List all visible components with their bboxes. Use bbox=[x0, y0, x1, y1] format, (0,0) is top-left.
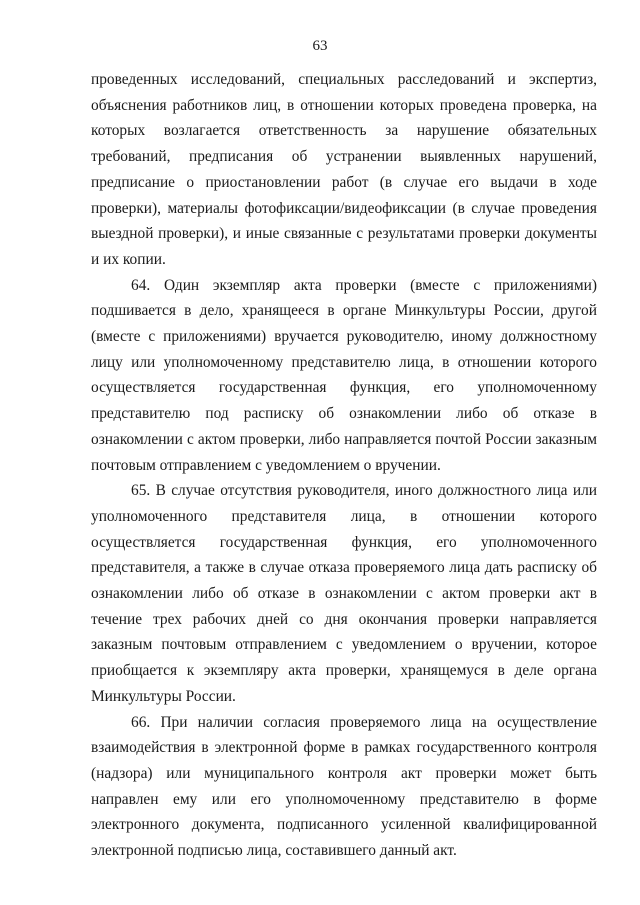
paragraph-continuation: проведенных исследований, специальных расследований и экспертиз, объяснения работников лиц, в отношении которых проведена проверка, на которых возлагается ответственность за нарушение обязательных требований, предписания об устранении выявленных нарушений, предписание о приостановлении работ (в случае его выдачи в ходе проверки), материалы фотофиксации/видеофиксации (в случае проведения выездной проверки), и иные связанные с результатами проверки документы и их копии. bbox=[91, 71, 597, 268]
document-body bbox=[91, 67, 597, 864]
page-number: 63 bbox=[312, 38, 328, 54]
paragraph-64: 64. Один экземпляр акта проверки (вместе с приложениями) подшивается в дело, хранящееся в органе Минкультуры России, другой (вместе с приложениями) вручается руководителю, иному должностному лицу или уполномоченному представителю лица, в отношении которого осуществляется государственная функция, его уполномоченному представителю под расписку об ознакомлении либо об отказе в ознакомлении с актом проверки, либо направляется почтой России заказным почтовым отправлением с уведомлением о вручении. bbox=[91, 276, 597, 474]
paragraph-65: 65. В случае отсутствия руководителя, иного должностного лица или уполномоченного представителя лица, в отношении которого осуществляется государственная функция, его уполномоченного представителя, а также в случае отказа проверяемого лица дать расписку об ознакомлении либо об отказе в ознакомлении с актом проверки акт в течение трех рабочих дней со дня окончания проверки направляется заказным почтовым отправлением с уведомлением о вручении, которое приобщается к экземпляру акта проверки, хранящемуся в деле органа Минкультуры России. bbox=[91, 482, 597, 705]
paragraph-66: 66. При наличии согласия проверяемого лица на осуществление взаимодействия в электронной форме в рамках государственного контроля (надзора) или муниципального контроля акт проверки может быть направлен ему или его уполномоченному представителю в форме электронного документа, подписанного усиленной квалифицированной электронной подписью лица, составившего данный акт. bbox=[91, 713, 597, 860]
